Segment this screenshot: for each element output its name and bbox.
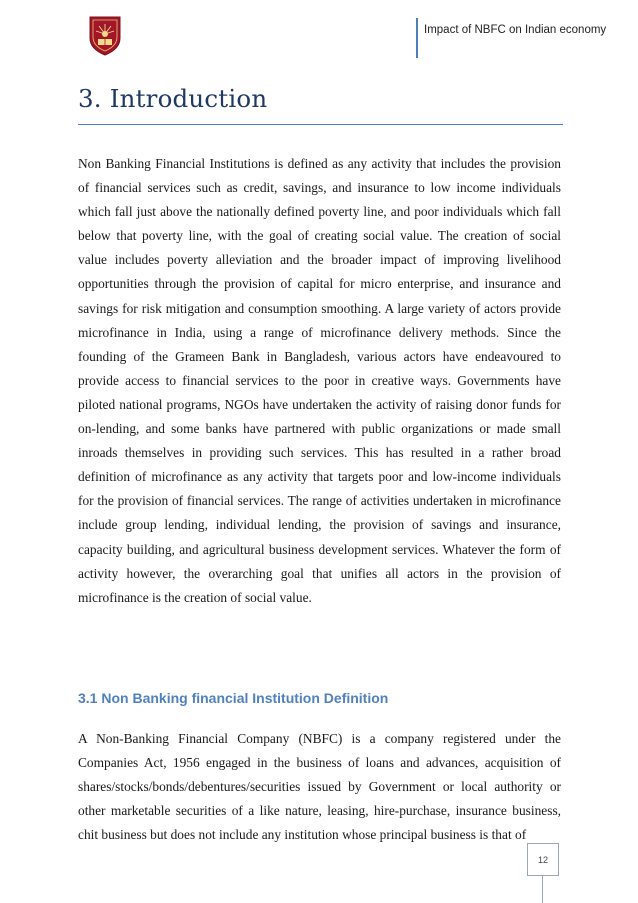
subsection-heading: 3.1 Non Banking financial Institution Definition [78, 690, 389, 706]
definition-paragraph: A Non-Banking Financial Company (NBFC) is a company registered under the Companies Act, 1956 engaged in the business of loans and advances, acquisition of shares/stocks/bonds/debentures/securities issued by Government or local authority or other marketable securities of a like nature, leasing, hire-purchase, insurance business, chit business but does not include any institution whose principal business is that of [78, 731, 561, 843]
section-title: 3. Introduction [78, 84, 268, 113]
title-underline [78, 124, 563, 125]
intro-paragraph: Non Banking Financial Institutions is defined as any activity that includes the provision of financial services such as credit, savings, and insurance to low income individuals which fall just above the nationally defined poverty line, and poor individuals which fall below that poverty line, with the goal of creating social value. The creation of social value includes poverty alleviation and the broader impact of improving livelihood opportunities through the provision of capital for micro enterprise, and insurance and savings for risk mitigation and consumption smoothing. A large variety of actors provide microfinance in India, using a range of microfinance delivery methods. Since the founding of the Grameen Bank in Bangladesh, various actors have endeavoured to provide access to financial services to the poor in creative ways. Governments have piloted national programs, NGOs have undertaken the activity of raising donor funds for on-lending, and some banks have partnered with public organizations or made small inroads themselves in providing such services. This has resulted in a rather broad definition of microfinance as any activity that targets poor and low-income individuals for the provision of financial services. The range of activities undertaken in microfinance include group lending, individual lending, the provision of savings and insurance, capacity building, and agricultural business development services. Whatever the form of activity however, the overarching goal that unifies all actors in the provision of microfinance is the creation of social value. [78, 156, 561, 605]
page-number-connector [542, 876, 543, 903]
running-header-title: Impact of NBFC on Indian economy [424, 24, 607, 36]
header-divider [416, 18, 418, 58]
institution-logo-icon [89, 16, 121, 56]
page-number: 12 [527, 843, 559, 876]
